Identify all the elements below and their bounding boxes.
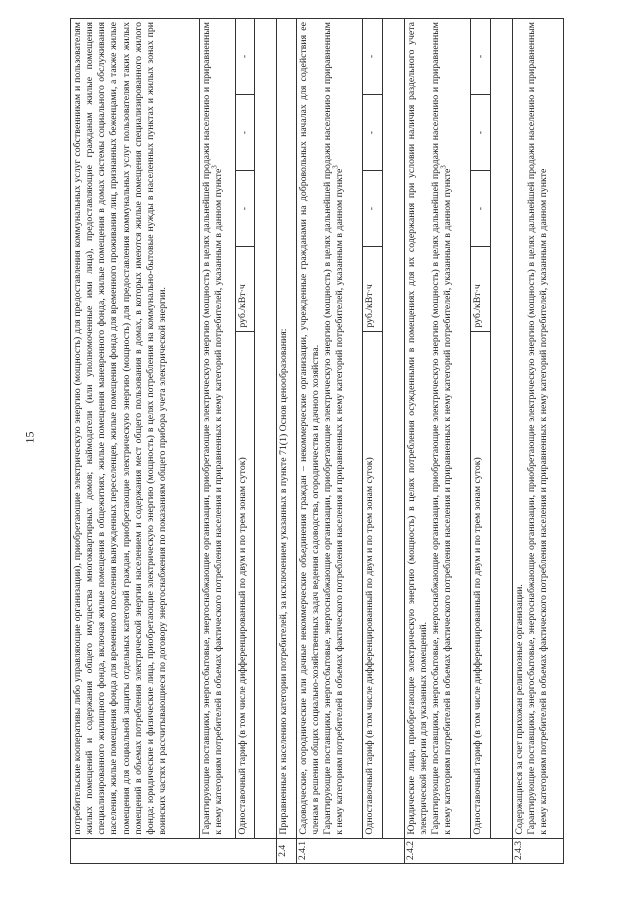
row-number: 2.4.2 <box>404 838 512 863</box>
row-number: 2.4.3 <box>512 838 563 863</box>
table-row <box>363 19 383 864</box>
value-cell: - <box>471 171 491 247</box>
value-cell: - <box>363 19 383 95</box>
category-description: Юридические лица, приобретающие электрическую энергию (мощность) в целях потребления осужденными в помещениях для их содержания при условии наличия раздельного учета электрической энергии для указанных помещений. <box>405 22 429 835</box>
row-number: 2.4 <box>277 838 297 863</box>
supplier-text: Гарантирующие поставщики, энергосбытовые, энергоснабжающие организации, приобретающие электрическую энергию (мощность) в целях дальнейшей продажи населению и приравненным к нему категориям потребителей в объемах фактического потребления населения и приравненных к нему категорий потребителей, указанным в данном пункте <box>526 22 550 835</box>
consumer-category-text: потребительские кооперативы либо управляющие организации), приобретающие электрическую энергию (мощность) для предоставления коммунальных услуг собственникам и пользователям жилых помещений и содержания общего имущества многоквартирных домов; наймодатели (или уполномоченные ими лица), предоставляющие гражданам жилые помещения специализированного жилищного фонда, включая жилые помещения в общежитиях, жилые помещения маневренного фонда, жилые помещения в домах системы социального обслуживания населения, жилые помещения фонда для временного поселения вынужденных переселенцев, жилые помещения фонда для временного проживания лиц, признанных беженцами, а также жилые помещения для социальной защиты отдельных категорий граждан, приобретающие электрическую энергию (мощность) для предоставления коммунальных услуг пользователям таких жилых помещений в объемах потребления электрической энергии населением и содержания мест общего пользования в домах, в которых имеются жилые помещения специализированного жилого фонда; юридические и физические лица, приобретающие электрическую энергию (мощность) в целях потребления на коммунально-бытовые нужды в населенных пунктах и жилых зонах при воинских частях и рассчитывающиеся по договору энергоснабжения по показаниям общего прибора учета электрической энергии. <box>71 19 200 839</box>
value-cell: - <box>235 171 255 247</box>
table-row <box>71 19 200 864</box>
table-row <box>404 19 471 864</box>
category-description: Садоводческие, огороднические или дачные некоммерческие объединения граждан – некоммерческие организации, учрежденные гражданами на добровольных началах для содействия ее членам в решении общих социально-хозяйственных задач ведения садоводства, огородничества и дачного хозяйства. <box>297 22 321 835</box>
rotated-tariff-table <box>70 18 564 864</box>
table-row <box>512 19 563 864</box>
value-cell: - <box>235 19 255 95</box>
value-cell: - <box>363 95 383 171</box>
supplier-text: Гарантирующие поставщики, энергосбытовые, энергоснабжающие организации, приобретающие электрическую энергию (мощность) в целях дальнейшей продажи населению и приравненным к нему категориям потребителей в объемах фактического потребления населения и приравненных к нему категорий потребителей, указанным в данном пункте <box>201 22 225 835</box>
row-number: 2.4.1 <box>296 838 404 863</box>
supplier-text: Гарантирующие поставщики, энергосбытовые, энергоснабжающие организации, приобретающие электрическую энергию (мощность) в целях дальнейшей продажи населению и приравненным к нему категориям потребителей в объемах фактического потребления населения и приравненных к нему категорий потребителей, указанным в данном пункте <box>321 22 346 835</box>
footnote-marker: 3 <box>211 165 220 169</box>
unit-cell: руб./кВт·ч <box>235 247 255 332</box>
value-cell: - <box>471 19 491 95</box>
table-row <box>200 19 235 864</box>
page-number: 15 <box>22 431 37 444</box>
footnote-marker: 3 <box>439 165 448 169</box>
table-row <box>471 19 491 864</box>
unit-cell: руб./кВт·ч <box>363 247 383 332</box>
tariff-table <box>70 18 564 864</box>
table-row <box>277 19 297 864</box>
value-cell: - <box>471 95 491 171</box>
section-heading: Приравненные к населению категории потребителей, за исключением указанных в пункте 71(1) Основ ценообразования: <box>277 19 297 839</box>
tariff-label: Одноставочный тариф (в том числе дифференцированный по двум и по трем зонам суток) <box>363 331 383 838</box>
table-row <box>235 19 255 864</box>
tariff-label: Одноставочный тариф (в том числе дифференцированный по двум и по трем зонам суток) <box>235 331 255 838</box>
unit-cell: руб./кВт·ч <box>471 247 491 332</box>
supplier-text: Гарантирующие поставщики, энергосбытовые, энергоснабжающие организации, приобретающие электрическую энергию (мощность) в целях дальнейшей продажи населению и приравненным к нему категориям потребителей в объемах фактического потребления населения и приравненных к нему категорий потребителей, указанным в данном пункте <box>430 22 454 835</box>
tariff-label: Одноставочный тариф (в том числе дифференцированный по двум и по трем зонам суток) <box>471 331 491 838</box>
value-cell: - <box>363 171 383 247</box>
footnote-marker: 3 <box>331 165 340 169</box>
value-cell: - <box>235 95 255 171</box>
category-description: Содержащиеся за счет прихожан религиозные организации. <box>513 584 525 835</box>
table-row <box>296 19 363 864</box>
